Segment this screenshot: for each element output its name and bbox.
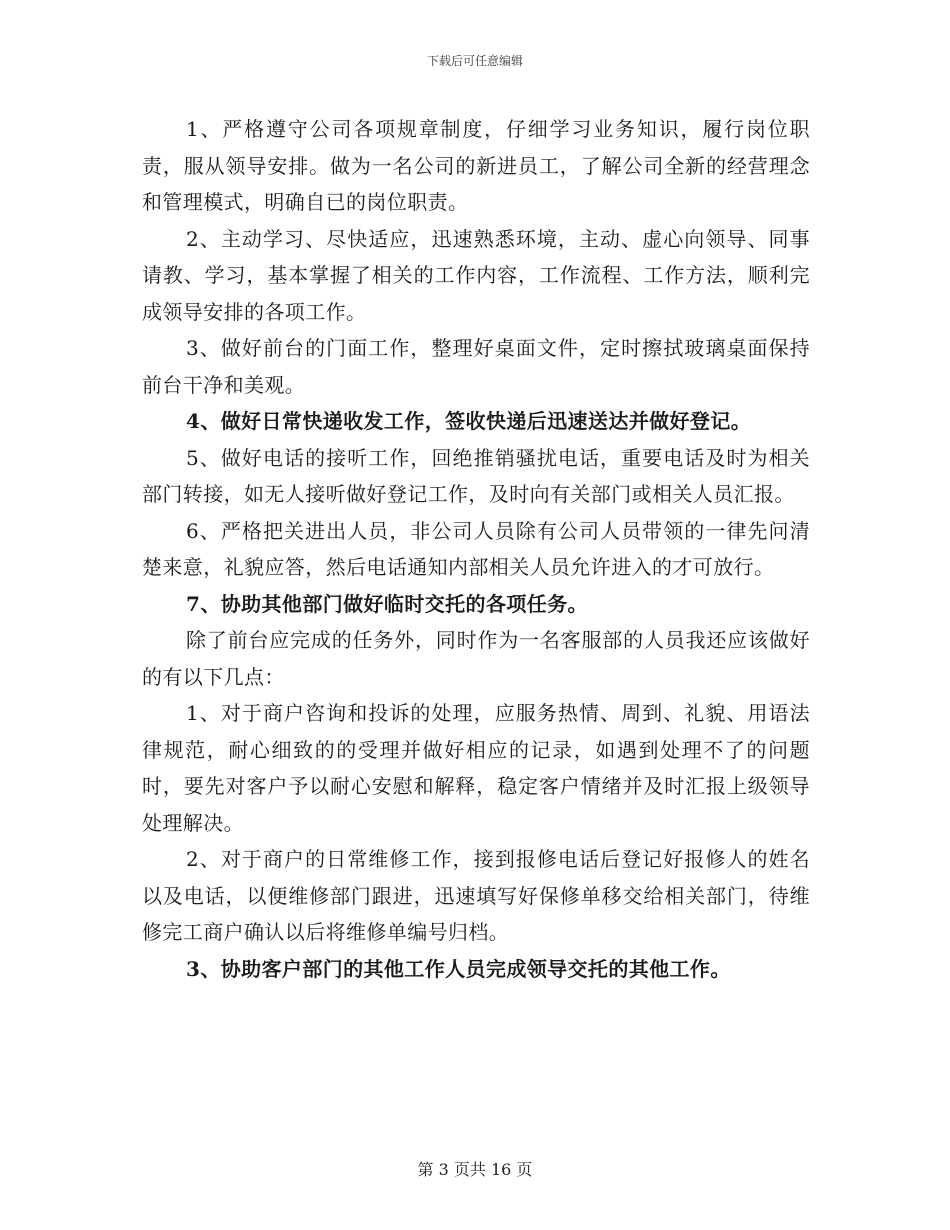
document-body <box>142 111 810 987</box>
paragraph-3: 3、做好前台的门面工作，整理好桌面文件，定时擦拭玻璃桌面保持前台干净和美观。 <box>142 336 810 397</box>
page-header: 下载后可任意编辑 <box>426 54 523 68</box>
paragraph-5: 5、做好电话的接听工作，回绝推销骚扰电话，重要电话及时为相关部门转接，如无人接听做好登记工作，及时向有关部门或相关人员汇报。 <box>142 445 810 506</box>
paragraph-7: 7、协助其他部门做好临时交托的各项任务。 <box>186 591 588 616</box>
paragraph-11: 3、协助客户部门的其他工作人员完成领导交托的其他工作。 <box>186 956 731 981</box>
paragraph-1: 1、严格遵守公司各项规章制度，仔细学习业务知识，履行岗位职责，服从领导安排。做为一名公司的新进员工，了解公司全新的经营理念和管理模式，明确自已的岗位职责。 <box>142 117 810 214</box>
paragraph-2: 2、主动学习、尽快适应，迅速熟悉环境，主动、虚心向领导、同事请教、学习，基本掌握了相关的工作内容，工作流程、工作方法，顺利完成领导安排的各项工作。 <box>142 226 810 324</box>
paragraph-9: 1、对于商户咨询和投诉的处理，应服务热情、周到、礼貌、用语法律规范，耐心细致的的受理并做好相应的记录，如遇到处理不了的问题时，要先对客户予以耐心安慰和解释，稳定客户情绪并及时汇报上级领导处理解决。 <box>142 701 810 835</box>
paragraph-10: 2、对于商户的日常维修工作，接到报修电话后登记好报修人的姓名以及电话，以便维修部门跟进，迅速填写好保修单移交给相关部门，待维修完工商户确认以后将维修单编号归档。 <box>142 847 810 944</box>
paragraph-4: 4、做好日常快递收发工作，签收快递后迅速送达并做好登记。 <box>186 409 752 433</box>
page-footer: 第 3 页共 16 页 <box>417 1160 533 1179</box>
paragraph-8: 除了前台应完成的任务外，同时作为一名客服部的人员我还应该做好的有以下几点： <box>142 628 810 689</box>
paragraph-6: 6、严格把关进出人员，非公司人员除有公司人员带领的一律先问清楚来意，礼貌应答，然后电话通知内部相关人员允许进入的才可放行。 <box>142 518 810 579</box>
